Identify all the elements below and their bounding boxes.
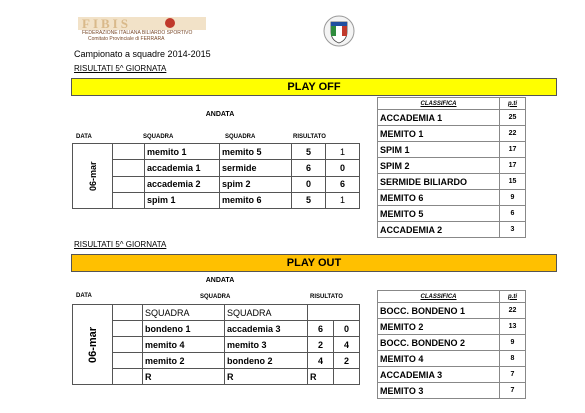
- standing-points: 17: [500, 158, 526, 174]
- match-score-home: R: [308, 369, 334, 385]
- playout-sub-team1: SQUADRA: [143, 305, 225, 321]
- match-home: memito 4: [143, 337, 225, 353]
- points-header: p.ti: [500, 98, 526, 110]
- table-row: [378, 222, 526, 238]
- table-row: [73, 160, 360, 176]
- standing-team: SPIM 2: [378, 158, 500, 174]
- standing-points: 6: [500, 206, 526, 222]
- match-away: memito 6: [220, 192, 292, 208]
- match-home: accademia 2: [145, 176, 220, 192]
- standing-team: MEMITO 1: [378, 126, 500, 142]
- table-row: [378, 383, 526, 399]
- playoff-col-result: RISULTATO: [293, 134, 326, 140]
- table-row: [378, 158, 526, 174]
- match-score-home: 4: [308, 353, 334, 369]
- table-row: [378, 206, 526, 222]
- standing-points: 7: [500, 383, 526, 399]
- table-row: [378, 126, 526, 142]
- table-row: [378, 351, 526, 367]
- standing-points: 8: [500, 351, 526, 367]
- standing-points: 9: [500, 190, 526, 206]
- table-row: [73, 369, 360, 385]
- standing-team: SERMIDE BILIARDO: [378, 174, 500, 190]
- match-away: bondeno 2: [225, 353, 308, 369]
- playoff-standings-table: [377, 97, 526, 238]
- match-score-home: 5: [292, 144, 326, 160]
- match-score-home: 6: [308, 321, 334, 337]
- playout-results-table: [72, 304, 360, 385]
- playout-date: 06-mar: [86, 326, 99, 363]
- table-row: [378, 142, 526, 158]
- match-home: memito 2: [143, 353, 225, 369]
- match-score-away: 1: [326, 192, 360, 208]
- playoff-leg: ANDATA: [205, 111, 235, 118]
- playoff-col-team1: SQUADRA: [143, 134, 174, 140]
- playout-standings-table: [377, 290, 526, 399]
- standing-team: ACCADEMIA 1: [378, 110, 500, 126]
- match-score-away: 4: [334, 337, 360, 353]
- table-row: [73, 353, 360, 369]
- playout-leg: ANDATA: [205, 277, 235, 284]
- points-header: p.ti: [500, 291, 526, 303]
- playoff-round-label: RISULTATI 5^ GIORNATA: [74, 64, 167, 73]
- season-title: Campionato a squadre 2014-2015: [74, 49, 211, 59]
- match-home: R: [143, 369, 225, 385]
- standings-header: CLASSIFICA: [378, 291, 500, 303]
- match-score-away: 0: [334, 321, 360, 337]
- match-away: memito 5: [220, 144, 292, 160]
- playoff-results-table: [72, 143, 360, 209]
- standings-header-row: [378, 291, 526, 303]
- match-score-away: 1: [326, 144, 360, 160]
- standing-points: 22: [500, 126, 526, 142]
- table-row: [378, 335, 526, 351]
- standing-team: ACCADEMIA 3: [378, 367, 500, 383]
- match-score-away: [334, 369, 360, 385]
- playout-title: PLAY OUT: [286, 257, 342, 269]
- match-home: spim 1: [145, 192, 220, 208]
- playoff-title: PLAY OFF: [287, 81, 341, 93]
- standing-points: 25: [500, 110, 526, 126]
- standing-team: MEMITO 3: [378, 383, 500, 399]
- standing-team: MEMITO 2: [378, 319, 500, 335]
- standings-header: CLASSIFICA: [378, 98, 500, 110]
- standing-points: 17: [500, 142, 526, 158]
- match-away: spim 2: [220, 176, 292, 192]
- playoff-date-cell: [73, 144, 113, 209]
- table-row: [378, 110, 526, 126]
- playoff-col-date: DATA: [76, 134, 92, 140]
- match-away: accademia 3: [225, 321, 308, 337]
- match-away: sermide: [220, 160, 292, 176]
- match-score-away: 2: [334, 353, 360, 369]
- match-score-away: 0: [326, 160, 360, 176]
- standings-header-row: [378, 98, 526, 110]
- playoff-col-team2: SQUADRA: [225, 134, 256, 140]
- standing-points: 9: [500, 335, 526, 351]
- playout-col-result: RISULTATO: [310, 294, 343, 300]
- match-home: accademia 1: [145, 160, 220, 176]
- playout-col-team: SQUADRA: [200, 294, 231, 300]
- match-score-home: 2: [308, 337, 334, 353]
- match-away: memito 3: [225, 337, 308, 353]
- standing-points: 22: [500, 303, 526, 319]
- table-row: [378, 190, 526, 206]
- table-row: [73, 192, 360, 208]
- playout-bar: [71, 254, 557, 272]
- coni-shield-icon: [322, 14, 356, 48]
- table-row: [73, 337, 360, 353]
- standing-team: MEMITO 4: [378, 351, 500, 367]
- standing-team: BOCC. BONDENO 1: [378, 303, 500, 319]
- playout-round-label: RISULTATI 5^ GIORNATA: [74, 240, 167, 249]
- table-row: [378, 303, 526, 319]
- match-home: bondeno 1: [143, 321, 225, 337]
- standing-team: BOCC. BONDENO 2: [378, 335, 500, 351]
- standing-team: MEMITO 5: [378, 206, 500, 222]
- table-row: [73, 176, 360, 192]
- match-score-home: 6: [292, 160, 326, 176]
- committee-name: Comitato Provinciale di FERRARA: [88, 36, 165, 42]
- table-row: [73, 305, 360, 321]
- match-score-home: 0: [292, 176, 326, 192]
- table-row: [73, 144, 360, 160]
- standing-team: MEMITO 6: [378, 190, 500, 206]
- standing-points: 3: [500, 222, 526, 238]
- svg-text:FIBIS: FIBIS: [82, 17, 131, 31]
- standing-points: 13: [500, 319, 526, 335]
- match-home: memito 1: [145, 144, 220, 160]
- table-row: [378, 174, 526, 190]
- standing-team: ACCADEMIA 2: [378, 222, 500, 238]
- table-row: [378, 367, 526, 383]
- table-row: [73, 321, 360, 337]
- playoff-bar: [71, 78, 557, 96]
- playout-sub-team2: SQUADRA: [225, 305, 308, 321]
- match-away: R: [225, 369, 308, 385]
- standing-points: 7: [500, 367, 526, 383]
- table-row: [378, 319, 526, 335]
- playout-col-date: DATA: [76, 293, 92, 299]
- playout-date-cell: [73, 305, 113, 385]
- playoff-date: 06-mar: [87, 161, 98, 191]
- federation-name: FEDERAZIONE ITALIANA BILIARDO SPORTIVO: [82, 30, 193, 36]
- standing-team: SPIM 1: [378, 142, 500, 158]
- standing-points: 15: [500, 174, 526, 190]
- match-score-away: 6: [326, 176, 360, 192]
- match-score-home: 5: [292, 192, 326, 208]
